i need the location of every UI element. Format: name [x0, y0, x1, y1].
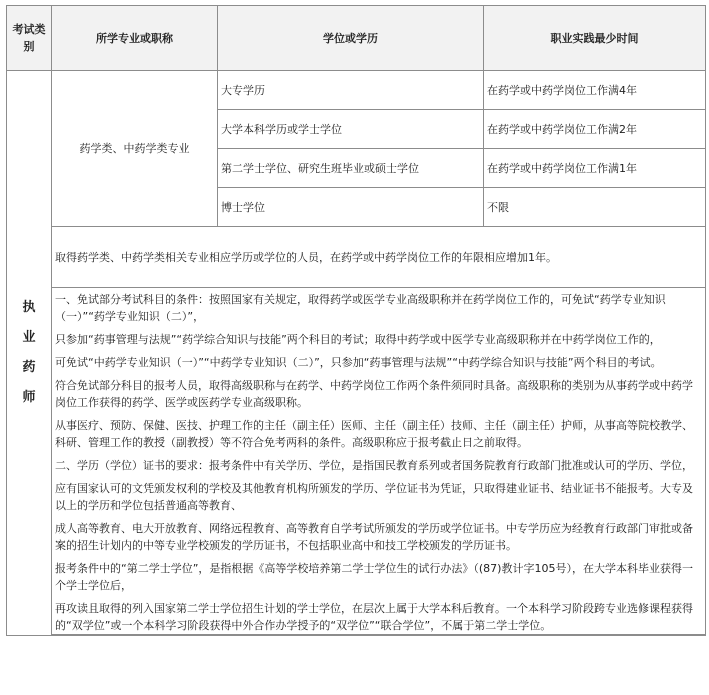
- category-char: 师: [22, 390, 36, 405]
- notes-cell: [52, 288, 706, 635]
- header-major: 所学专业或职称: [52, 6, 218, 71]
- note-paragraph: 可免试“中药学专业知识（一）”“中药学专业知识（二）”，只参加“药事管理与法规”“中药学综合知识与技能”两个科目的考试。: [55, 356, 662, 369]
- note-paragraph: 只参加“药事管理与法规”“药学综合知识与技能”两个科目的考试；取得中药学或中医学专业高级职称并在中药学岗位工作的，: [55, 333, 661, 346]
- header-row: [7, 6, 706, 71]
- time-cell: 在药学或中药学岗位工作满2年: [484, 110, 706, 149]
- time-cell: 在药学或中药学岗位工作满4年: [484, 71, 706, 110]
- note-paragraph: 成人高等教育、电大开放教育、网络远程教育、高等教育自学考试所颁发的学历或学位证书。中专学历应为经教育行政部门审批或备案的招生计划内的中等专业学校颁发的学历证书，不包括职业高中和技工学校颁发的学历证书。: [55, 522, 693, 552]
- table-row: [7, 227, 706, 288]
- category-char: 药: [22, 360, 36, 375]
- header-category: 考试类别: [7, 6, 52, 71]
- degree-cell: 博士学位: [218, 188, 484, 227]
- note-paragraph: 一、免试部分考试科目的条件：按照国家有关规定，取得药学或医学专业高级职称并在药学岗位工作的，可免试“药学专业知识（一）”“药学专业知识（二）”，: [55, 293, 666, 323]
- note-paragraph: 二、学历（学位）证书的要求：报考条件中有关学历、学位，是指国民教育系列或者国务院教育行政部门批准或认可的学历、学位，: [55, 459, 693, 472]
- degree-cell: 第二学士学位、研究生班毕业或硕士学位: [218, 149, 484, 188]
- degree-cell: 大专学历: [218, 71, 484, 110]
- category-cell: [7, 71, 52, 636]
- header-practice-time: 职业实践最少时间: [484, 6, 706, 71]
- note-paragraph: 从事医疗、预防、保健、医技、护理工作的主任（副主任）医师、主任（副主任）技师、主任（副主任）护师，从事高等院校教学、科研、管理工作的教授（副教授）等不符合免考两科的条件。高级职称应于报考截止日之前取得。: [55, 419, 693, 449]
- spacer-cell: [52, 635, 706, 636]
- category-char: 业: [22, 330, 36, 345]
- table-row: [7, 288, 706, 635]
- degree-cell: 大学本科学历或学士学位: [218, 110, 484, 149]
- related-major-note: 取得药学类、中药学类相关专业相应学历或学位的人员，在药学或中药学岗位工作的年限相应增加1年。: [52, 227, 706, 288]
- major-cell: 药学类、中药学类专业: [52, 71, 218, 227]
- note-paragraph: 符合免试部分科目的报考人员，取得高级职称与在药学、中药学岗位工作两个条件须同时具备。高级职称的类别为从事药学或中药学岗位工作获得的药学、医学或医药学专业高级职称。: [55, 379, 693, 409]
- requirements-table: [6, 5, 706, 636]
- note-paragraph: 报考条件中的“第二学士学位”，是指根据《高等学校培养第二学士学位生的试行办法》（(87)教计字105号），在大学本科毕业获得一个学士学位后，: [55, 562, 693, 592]
- header-degree: 学位或学历: [218, 6, 484, 71]
- time-cell: 不限: [484, 188, 706, 227]
- note-paragraph: 再攻读且取得的列入国家第二学士学位招生计划的学士学位，在层次上属于大学本科后教育。一个本科学习阶段跨专业选修课程获得的“双学位”或一个本科学习阶段获得中外合作办学授予的“双学位”“联合学位”，不属于第二学士学位。: [55, 602, 693, 632]
- table-row: [7, 71, 706, 110]
- table-row: [7, 635, 706, 636]
- time-cell: 在药学或中药学岗位工作满1年: [484, 149, 706, 188]
- note-paragraph: 应有国家认可的文凭颁发权利的学校及其他教育机构所颁发的学历、学位证书为凭证，只取得建业证书、结业证书不能报考。大专及以上的学历和学位包括普通高等教育、: [55, 482, 693, 512]
- category-char: 执: [22, 300, 36, 315]
